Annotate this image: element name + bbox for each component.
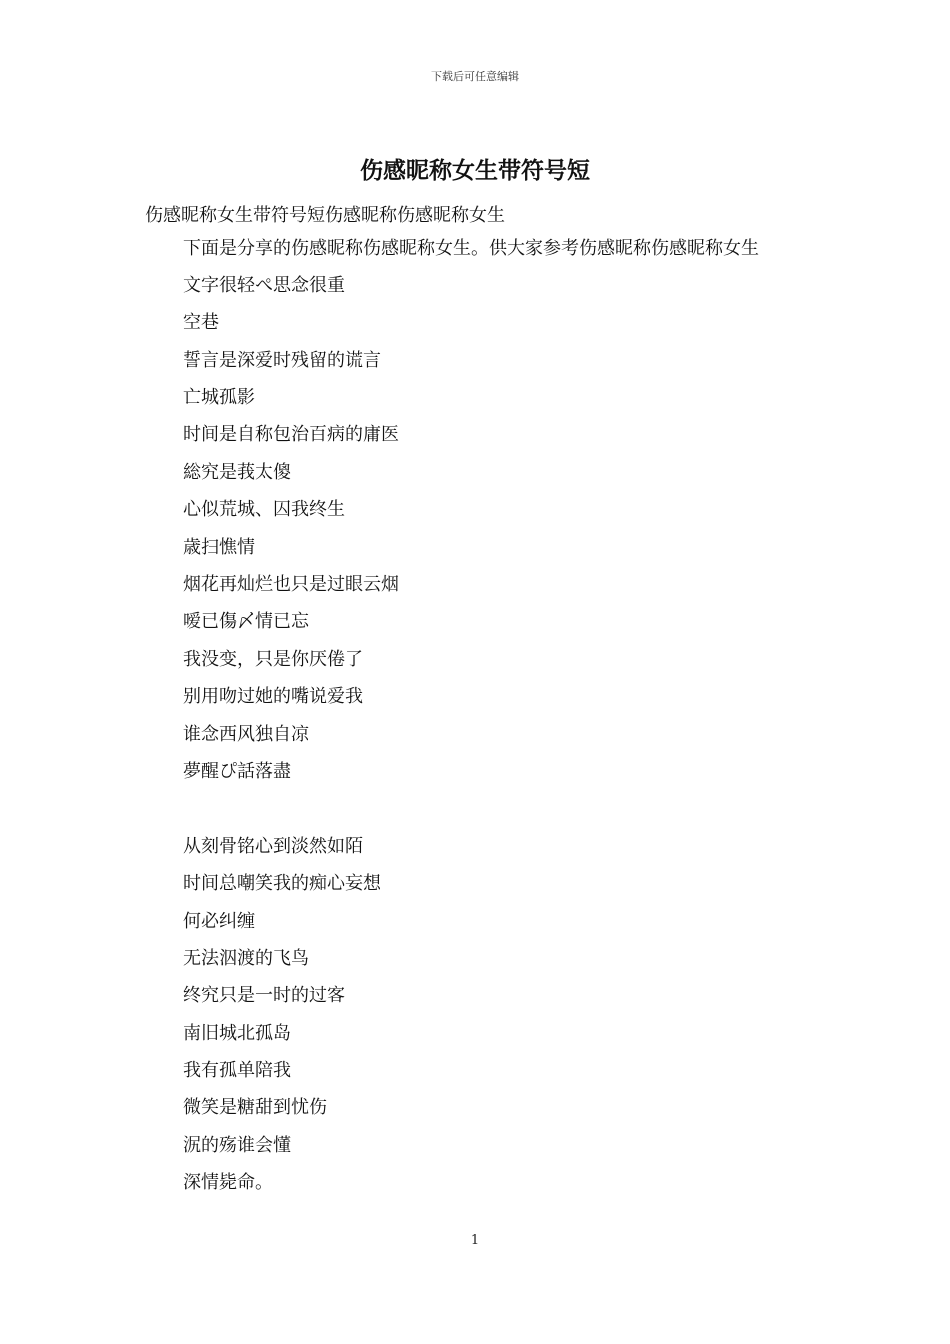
intro-paragraph: 下面是分享的伤感昵称伤感昵称女生。供大家参考伤感昵称伤感昵称女生 xyxy=(183,237,759,259)
list-item: 夢醒ぴ話落盡 xyxy=(183,760,291,782)
list-item: 総究是莪太傻 xyxy=(183,461,291,483)
list-item: 无法泅渡的飞鸟 xyxy=(183,947,309,969)
list-item: 别用吻过她的嘴说爱我 xyxy=(183,686,363,708)
list-item: 南旧城北孤岛 xyxy=(183,1022,291,1044)
list-item: 终究只是一时的过客 xyxy=(183,985,345,1007)
blank-line xyxy=(183,799,759,836)
list-item: 我有孤单陪我 xyxy=(183,1060,291,1082)
list-item: 亡城孤影 xyxy=(183,387,255,409)
list-item: 深情毙命。 xyxy=(183,1172,273,1194)
list-item: 文字很轻ぺ思念很重 xyxy=(183,274,345,296)
list-item: 嗳已傷〆情已忘 xyxy=(183,611,309,633)
document-title: 伤感昵称女生带符号短 xyxy=(360,157,590,184)
list-item: 何必纠缠 xyxy=(183,910,255,932)
list-item: 烟花再灿烂也只是过眼云烟 xyxy=(183,574,399,596)
nickname-list xyxy=(183,239,759,1211)
list-item: 微笑是糖甜到忧伤 xyxy=(183,1097,327,1119)
list-item: 泦的殇谁会懂 xyxy=(183,1134,291,1156)
document-subtitle: 伤感昵称女生带符号短伤感昵称伤感昵称女生 xyxy=(145,205,505,226)
list-item: 从刻骨铭心到淡然如陌 xyxy=(183,835,363,857)
list-item: 时间是自称包治百病的庸医 xyxy=(183,424,399,446)
page-header-note: 下载后可任意编辑 xyxy=(431,70,519,83)
list-item: 歳扫憔情 xyxy=(183,536,255,558)
list-item: 空巷 xyxy=(183,312,219,334)
list-item: 心似荒城、囚我终生 xyxy=(183,499,345,521)
list-item: 誓言是深爱时残留的谎言 xyxy=(183,349,381,371)
list-item: 时间总嘲笑我的痴心妄想 xyxy=(183,873,381,895)
page-number: 1 xyxy=(470,1233,480,1248)
list-item: 我没变，只是你厌倦了 xyxy=(183,648,363,670)
list-item: 谁念西风独自凉 xyxy=(183,723,309,745)
